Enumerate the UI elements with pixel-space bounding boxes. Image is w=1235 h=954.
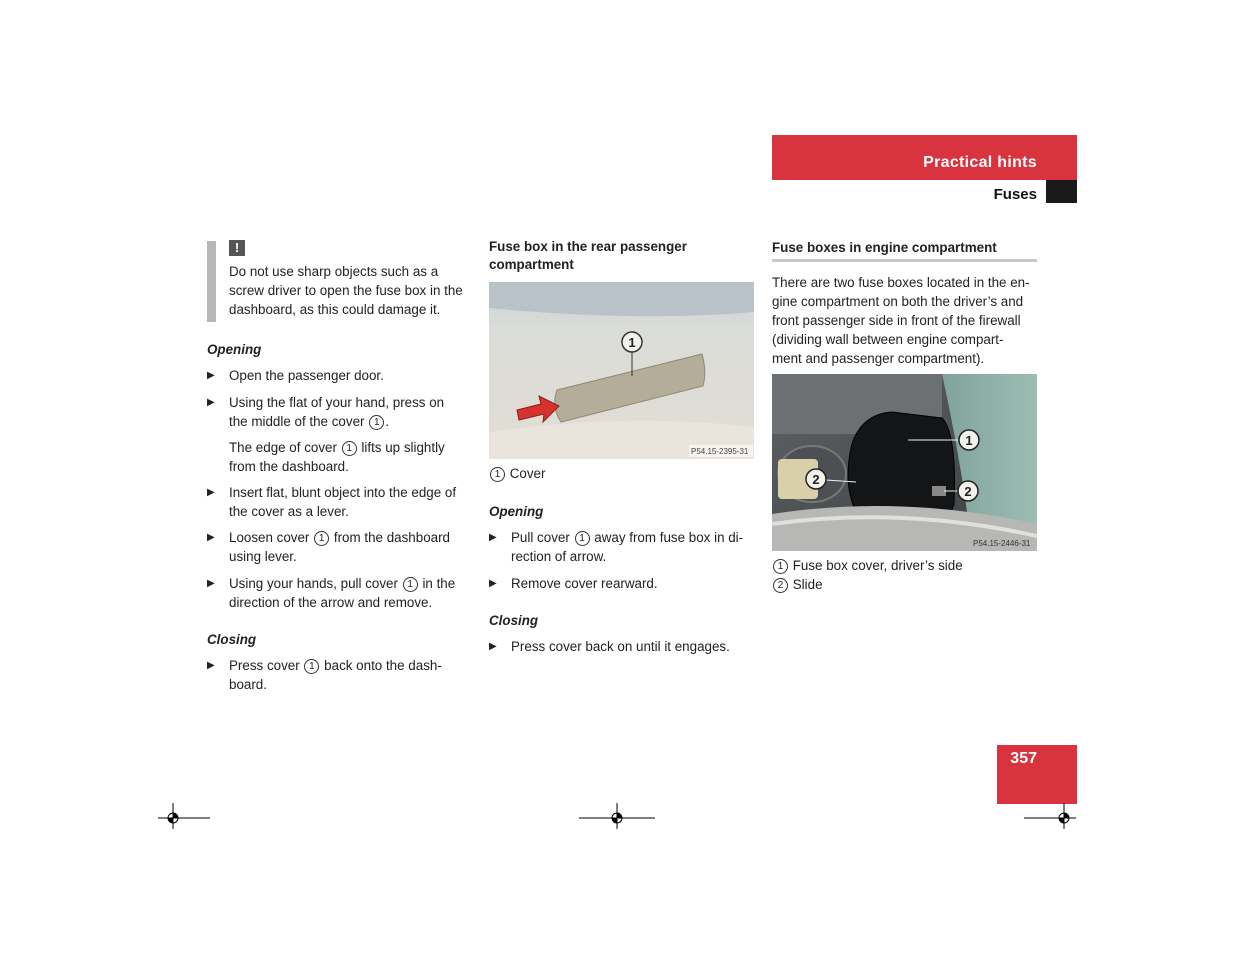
- legend-list: [772, 556, 963, 594]
- svg-text:2: 2: [964, 484, 972, 499]
- bullet-icon: ▶: [489, 532, 497, 543]
- dashboard-cover-image: [489, 282, 754, 459]
- bullet-icon: ▶: [489, 641, 497, 652]
- engine-compartment-image: [772, 374, 1037, 551]
- svg-text:1: 1: [965, 433, 973, 448]
- callout-1: 1: [342, 441, 357, 456]
- image-code: P54.15-2446-31: [973, 539, 1031, 548]
- heading-rule: [772, 259, 1037, 262]
- opening-heading-2: Opening: [489, 504, 544, 519]
- warning-text: Do not use sharp objects such as a screw driver to open the fuse box in the dashboard, as this could damage it.: [229, 264, 463, 317]
- list-item: ▶ Press cover back on until it engages.: [489, 639, 730, 654]
- opening-heading: Opening: [207, 342, 262, 357]
- list-item: ▶ Pull cover 1 away from fuse box in di- rection of arrow.: [489, 530, 744, 564]
- bullet-icon: ▶: [489, 578, 497, 589]
- callout-1: 1: [314, 531, 329, 546]
- bullet-icon: ▶: [207, 487, 215, 498]
- callout-1: 1: [369, 415, 384, 430]
- bullet-icon: ▶: [207, 370, 215, 381]
- warning-icon: !: [229, 240, 245, 256]
- engine-fusebox-heading: Fuse boxes in engine compartment: [772, 240, 997, 255]
- legend-item: 1 Fuse box cover, driver’s side: [772, 556, 963, 575]
- callout-1: 1: [403, 577, 418, 592]
- closing-heading: Closing: [207, 632, 257, 647]
- list-item: ▶ Insert flat, blunt object into the edge of the cover as a lever.: [207, 485, 457, 519]
- bullet-icon: ▶: [207, 532, 215, 543]
- list-item: ▶ Using your hands, pull cover 1 in the direction of the arrow and remove.: [207, 576, 456, 610]
- legend-item: 2 Slide: [772, 575, 963, 594]
- list-item: ▶ Loosen cover 1 from the dashboard using lever.: [207, 530, 450, 564]
- callout-2: 2: [773, 578, 788, 593]
- registration-mark-icon: [158, 803, 212, 829]
- svg-text:2: 2: [812, 472, 820, 487]
- svg-text:1: 1: [628, 335, 636, 350]
- callout-1: 1: [575, 531, 590, 546]
- bullet-icon: ▶: [207, 660, 215, 671]
- list-item: ▶ Remove cover rearward.: [489, 576, 658, 591]
- image-code: P54.15-2395-31: [691, 447, 749, 456]
- registration-mark-icon: [1024, 803, 1078, 829]
- registration-mark-icon: [579, 803, 657, 829]
- list-item: ▶ Using the flat of your hand, press on the middle of the cover 1 .: [207, 395, 445, 429]
- closing-heading-2: Closing: [489, 613, 539, 628]
- fusebox-rear-heading: Fuse box in the rear passenger compartment: [489, 239, 687, 272]
- warning-bar: [207, 241, 216, 322]
- callout-1: 1: [304, 659, 319, 674]
- legend-item: 1 Cover: [489, 464, 545, 483]
- callout-1: 1: [490, 467, 505, 482]
- list-item: ▶ Press cover 1 back onto the dash- board.: [207, 658, 442, 692]
- page-number: 357: [1010, 750, 1037, 767]
- bullet-icon: ▶: [207, 578, 215, 589]
- section-title: Practical hints: [923, 154, 1037, 171]
- bullet-icon: ▶: [207, 397, 215, 408]
- list-item: ▶ Open the passenger door.: [207, 368, 384, 383]
- callout-1: 1: [773, 559, 788, 574]
- engine-fusebox-paragraph: There are two fuse boxes located in the en- gine compartment on both the driver’s and front passenger side in front of the firewall (dividing wall between engine compart- ment and passenger compartment).: [772, 275, 1030, 366]
- subsection-title: Fuses: [993, 186, 1037, 203]
- note-text: The edge of cover 1 lifts up slightly from the dashboard.: [229, 440, 445, 474]
- header-marker: [1046, 180, 1077, 203]
